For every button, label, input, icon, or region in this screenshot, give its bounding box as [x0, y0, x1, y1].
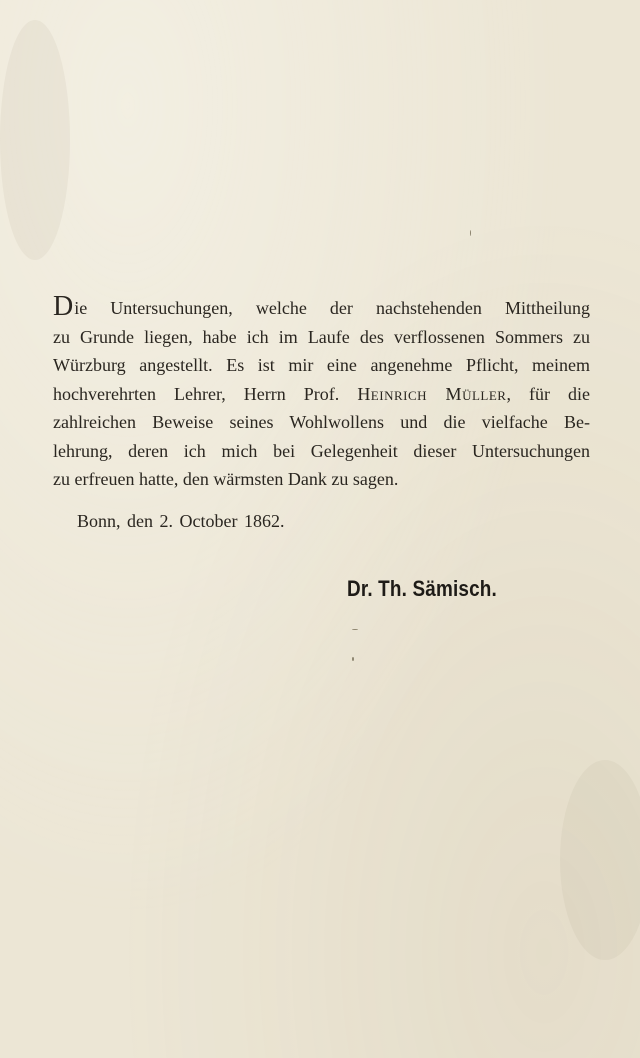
line-text: ie Untersuchungen, welche der nachstehenden Mittheilung: [74, 298, 590, 318]
professor-name: Heinrich Müller: [357, 383, 507, 404]
paper-stain: [0, 20, 70, 260]
paragraph-line: [53, 291, 590, 323]
dateline: Bonn, den 2. October 1862.: [77, 511, 285, 531]
author-signature: Dr. Th. Sämisch.: [347, 576, 497, 601]
ink-speck: [470, 230, 471, 236]
paragraph-line: Würzburg angestellt. Es ist mir eine angenehme Pflicht, meinem: [53, 355, 590, 375]
acknowledgement-paragraph: [53, 291, 590, 494]
drop-cap: D: [53, 291, 74, 322]
paragraph-line: lehrung, deren ich mich bei Gelegenheit dieser Untersuchungen: [53, 440, 590, 461]
paragraph-line: zu Grunde liegen, habe ich im Laufe des verflossenen Sommers zu: [53, 326, 590, 347]
line-text: hochverehrten Lehrer, Herrn Prof.: [53, 383, 340, 404]
paragraph-line: [53, 380, 590, 409]
paragraph-line: zahlreichen Beweise seines Wohlwollens und die vielfache Be-: [53, 412, 590, 432]
paragraph-line: zu erfreuen hatte, den wärmsten Dank zu sagen.: [53, 469, 399, 489]
line-text: , für die: [506, 383, 590, 404]
ink-speck: [352, 629, 358, 630]
paper-stain: [560, 760, 640, 960]
ink-speck: [352, 657, 354, 661]
